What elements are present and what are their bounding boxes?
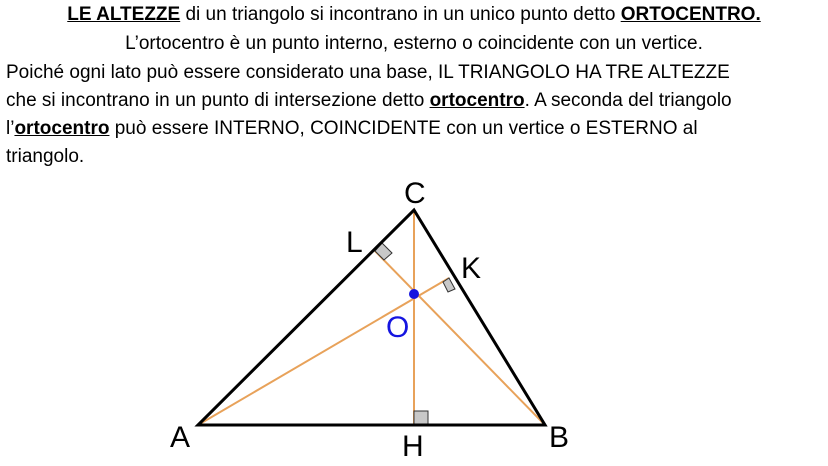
heading-altezze: LE ALTEZZE xyxy=(67,4,181,25)
triangle-abc xyxy=(198,210,545,425)
paragraph-text: . A seconda del triangolo xyxy=(524,90,732,111)
paragraph-line-4: triangolo. xyxy=(6,146,85,167)
label-b: B xyxy=(549,421,570,454)
paragraph-text: può essere INTERNO, COINCIDENTE con un vertice o ESTERNO al xyxy=(109,118,698,139)
label-o: O xyxy=(386,311,410,344)
orthocenter-point xyxy=(409,289,419,299)
paragraph-text: l’ xyxy=(6,118,15,139)
label-k: K xyxy=(461,252,482,285)
term-ortocentro: ortocentro xyxy=(14,118,110,139)
right-angle-marker-h xyxy=(414,411,428,425)
paragraph-line-1: Poiché ogni lato può essere considerato una base, IL TRIANGOLO HA TRE ALTEZZE xyxy=(6,62,730,83)
heading-middle: di un triangolo si incontrano in un unico punto detto xyxy=(180,4,621,25)
paragraph-text: che si incontrano in un punto di intersezione detto xyxy=(6,90,430,111)
term-ortocentro: ortocentro xyxy=(429,90,525,111)
label-a: A xyxy=(170,421,191,454)
label-h: H xyxy=(402,430,424,463)
subtitle-line: L’ortocentro è un punto interno, esterno o coincidente con un vertice. xyxy=(125,33,703,54)
label-l: L xyxy=(346,226,363,259)
label-c: C xyxy=(404,177,426,210)
heading-ortocentro: ORTOCENTRO. xyxy=(620,4,761,25)
